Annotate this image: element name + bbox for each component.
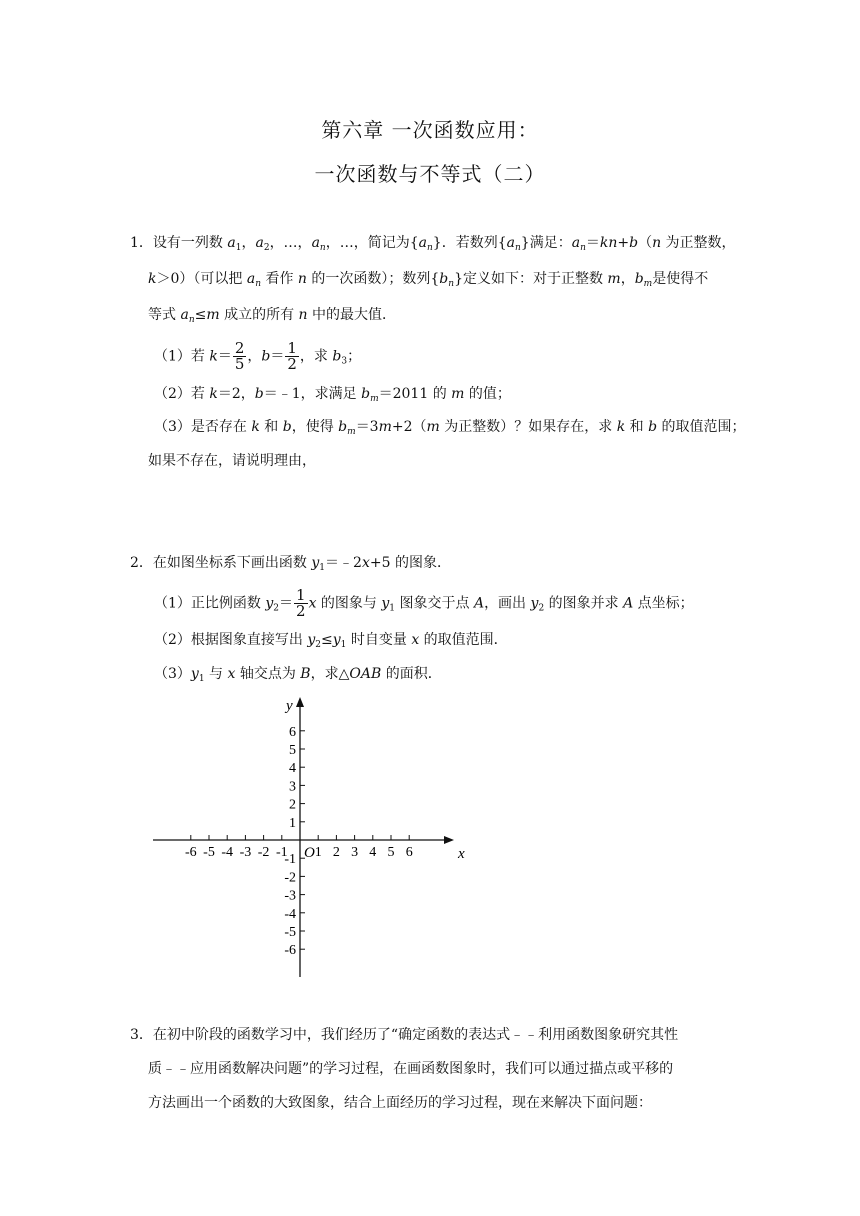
- y-tick-label: -3: [284, 888, 296, 904]
- x-tick-label: 3: [351, 845, 359, 860]
- y-tick-label: -4: [284, 906, 296, 922]
- q3-line2: 质﹣﹣应用函数解决问题”的学习过程，在画函数图象时，我们可以通过描点或平移的: [148, 1061, 674, 1077]
- q2-part3: $(3)y_1$ 与 x 轴交点为 B，求△OAB 的面积．: [154, 666, 442, 684]
- x-tick-label: -1: [275, 845, 288, 860]
- y-tick-label: -2: [284, 870, 296, 886]
- q2-line1: 2．在如图坐标系下画出函数 $y_1=﹣2x+5$ 的图象．: [130, 555, 451, 573]
- q1-part1: （1）若 k＝ $\frac{2}{5}$ ，b＝ $\frac{1}{2}$ ，求 $b_3$；: [154, 339, 362, 373]
- fraction-one-half: $\frac{1}{2}$: [287, 339, 297, 373]
- y-axis-label: y: [286, 698, 293, 714]
- y-axis-arrow: [296, 697, 304, 707]
- q1-line1: 1．设有一列数 $a_1$，$a_2$，…，$a_n$，…，简记为$\{a_n\}$．若数列$\{a_n\}$满足：$a_n=kn+b(n$ 为正整数，: [130, 235, 736, 253]
- q1-part3-cont: 如果不存在，请说明理由，: [148, 453, 316, 469]
- y-tick-label: 6: [289, 724, 296, 740]
- q3-number: 3．: [130, 1027, 153, 1043]
- section-subtitle: 一次函数与不等式（二）: [314, 162, 546, 186]
- y-tick-label: 2: [289, 797, 296, 813]
- q1-part3: （3）是否存在 k 和 b，使得 $b_m=3m+2(m$ 为正整数）？如果存在，求 k 和 b 的取值范围；: [154, 419, 746, 437]
- y-tick-label: -6: [284, 943, 296, 959]
- q1-line3: 等式 $a_n\le m$ 成立的所有 n 中的最大值．: [148, 307, 397, 325]
- y-tick-label: 5: [289, 743, 296, 758]
- q1-number: 1．: [130, 235, 153, 251]
- x-tick-label: -5: [203, 845, 215, 860]
- y-tick-label: 3: [289, 779, 296, 795]
- x-axis-label: x: [458, 846, 465, 862]
- x-tick-label: 1: [314, 845, 322, 860]
- x-tick-label: -4: [221, 845, 234, 860]
- fraction-one-half: $\frac{1}{2}$: [296, 586, 306, 620]
- y-tick-label: -5: [284, 925, 296, 940]
- y-tick-label: 4: [289, 761, 296, 777]
- q1-part2: （2）若 k＝2，b＝﹣1，求满足 $b_m=2011$ 的 m 的值；: [154, 386, 511, 404]
- x-tick-label: 5: [387, 845, 395, 860]
- x-tick-label: 4: [369, 845, 377, 860]
- q3-line1: 3．在初中阶段的函数学习中，我们经历了“确定函数的表达式﹣﹣利用函数图象研究其性: [130, 1027, 679, 1043]
- x-tick-label: 6: [405, 845, 413, 860]
- x-tick-label: -2: [257, 845, 270, 860]
- fraction-two-fifths: $\frac{2}{5}$: [234, 339, 245, 373]
- q2-part1: （1）正比例函数 $y_2=$ $\frac{1}{2}$ x 的图象与 $y_1$ 图象交于点 A，画出 $y_2$ 的图象并求 A 点坐标；: [154, 586, 694, 620]
- q1-line2: k＞0）（可以把 $a_n$ 看作 n 的一次函数）；数列$\{b_n\}$定义如下：对于正整数 m，$b_m$是使得不: [148, 271, 709, 289]
- x-tick-label: 2: [332, 845, 340, 860]
- y-tick-label: -1: [284, 852, 296, 868]
- x-tick-label: -6: [184, 845, 197, 860]
- x-axis-arrow: [444, 836, 454, 844]
- y-tick-label: 1: [289, 815, 296, 831]
- chapter-title: 第六章 一次函数应用：: [321, 118, 539, 142]
- coordinate-axes: [148, 693, 478, 978]
- axis-ticks: [185, 725, 413, 958]
- x-tick-label: -3: [239, 845, 252, 860]
- q2-number: 2．: [130, 555, 153, 571]
- origin-label: O: [304, 845, 315, 861]
- q3-line3: 方法画出一个函数的大致图象，结合上面经历的学习过程，现在来解决下面问题：: [148, 1095, 652, 1111]
- q2-part2: （2）根据图象直接写出 $y_2\le y_1$ 时自变量 x 的取值范围．: [154, 632, 508, 650]
